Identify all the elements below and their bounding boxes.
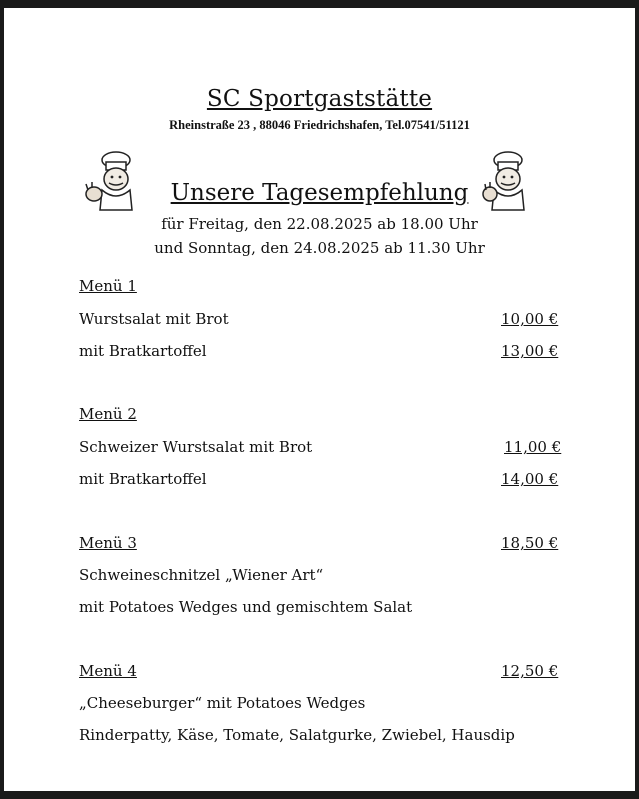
menu-3-price: 18,50 € [501, 534, 559, 552]
menu-2-item-2: mit Bratkartoffel [79, 470, 207, 488]
menu-1-item-2-price: 13,00 € [501, 342, 559, 360]
menu-1-title: Menü 1 [79, 277, 137, 295]
menu-3-line-2: mit Potatoes Wedges und gemischtem Salat [79, 598, 413, 616]
menu-4-line-1: „Cheeseburger“ mit Potatoes Wedges [79, 694, 366, 712]
menu-4-price: 12,50 € [501, 662, 559, 680]
menu-2-title: Menü 2 [79, 405, 137, 423]
menu-1-item-1: Wurstsalat mit Brot [79, 310, 229, 328]
menu-2-item-1-price: 11,00 € [504, 438, 562, 456]
offer-date-line-1: für Freitag, den 22.08.2025 ab 18.00 Uhr [161, 215, 478, 233]
menu-page [4, 8, 635, 791]
menu-1-item-1-price: 10,00 € [501, 310, 559, 328]
menu-3-title: Menü 3 [79, 534, 137, 552]
menu-1-item-2: mit Bratkartoffel [79, 342, 207, 360]
menu-2-item-1: Schweizer Wurstsalat mit Brot [79, 438, 313, 456]
offer-date-line-2: und Sonntag, den 24.08.2025 ab 11.30 Uhr [154, 239, 485, 257]
menu-4-line-2: Rinderpatty, Käse, Tomate, Salatgurke, Zwiebel, Hausdip [79, 726, 515, 744]
menu-3-line-1: Schweineschnitzel „Wiener Art“ [79, 566, 324, 584]
restaurant-title: SC Sportgaststätte [206, 86, 433, 112]
restaurant-address: Rheinstraße 23 , 88046 Friedrichshafen, Tel.07541/51121 [169, 118, 470, 132]
menu-2-item-2-price: 14,00 € [501, 470, 559, 488]
menu-4-title: Menü 4 [79, 662, 137, 680]
offer-heading: Unsere Tagesempfehlung [170, 180, 469, 206]
